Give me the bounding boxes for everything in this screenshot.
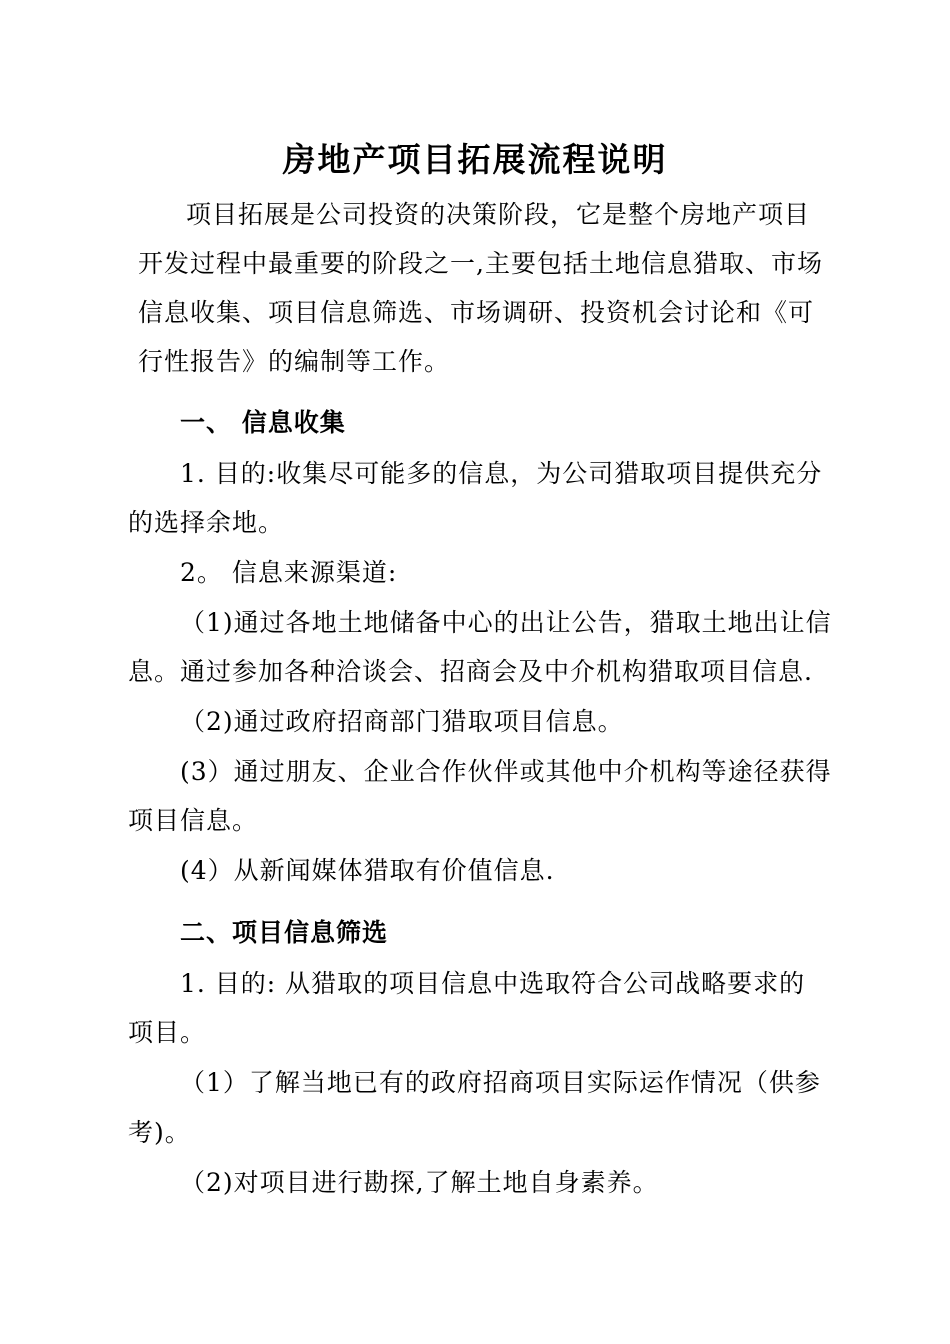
intro-line-4: 行性报告》的编制等工作。	[138, 347, 451, 376]
section-1-item-1-line-2: 的选择余地。	[128, 508, 285, 537]
section-1-sub-3-line-1: (3）通过朋友、企业合作伙伴或其他中介机构等途径获得	[180, 757, 832, 786]
section-2-sub-1-line-1: （1）了解当地已有的政府招商项目实际运作情况（供参	[180, 1068, 821, 1097]
document-title: 房地产项目拓展流程说明	[282, 140, 668, 179]
section-1-sub-2: （2)通过政府招商部门猎取项目信息。	[180, 707, 624, 736]
section-1-sub-3-line-2: 项目信息。	[128, 806, 259, 835]
section-1-sub-1-line-1: （1)通过各地土地储备中心的出让公告，猎取土地出让信	[180, 608, 832, 637]
intro-line-3: 信息收集、项目信息筛选、市场调研、投资机会讨论和《可	[138, 298, 815, 327]
section-1-item-2: 2。 信息来源渠道:	[180, 558, 398, 587]
section-2-item-1-line-1: 1. 目的: 从猎取的项目信息中选取符合公司战略要求的	[180, 969, 806, 998]
section-1-sub-4: (4）从新闻媒体猎取有价值信息.	[180, 856, 555, 885]
intro-line-1: 项目拓展是公司投资的决策阶段，它是整个房地产项目	[186, 200, 811, 229]
section-1-sub-1-line-2: 息。通过参加各种洽谈会、招商会及中介机构猎取项目信息.	[128, 657, 813, 686]
section-1-item-1-line-1: 1. 目的:收集尽可能多的信息，为公司猎取项目提供充分	[180, 459, 823, 488]
section-2-sub-2: （2)对项目进行勘探,了解土地自身素养。	[180, 1168, 659, 1197]
section-2-heading: 二、项目信息筛选	[180, 918, 389, 947]
section-2-item-1-line-2: 项目。	[128, 1018, 207, 1047]
section-2-sub-1-line-2: 考)。	[128, 1118, 191, 1147]
section-1-heading: 一、 信息收集	[180, 408, 346, 437]
intro-line-2: 开发过程中最重要的阶段之一,主要包括土地信息猎取、市场	[138, 249, 823, 278]
